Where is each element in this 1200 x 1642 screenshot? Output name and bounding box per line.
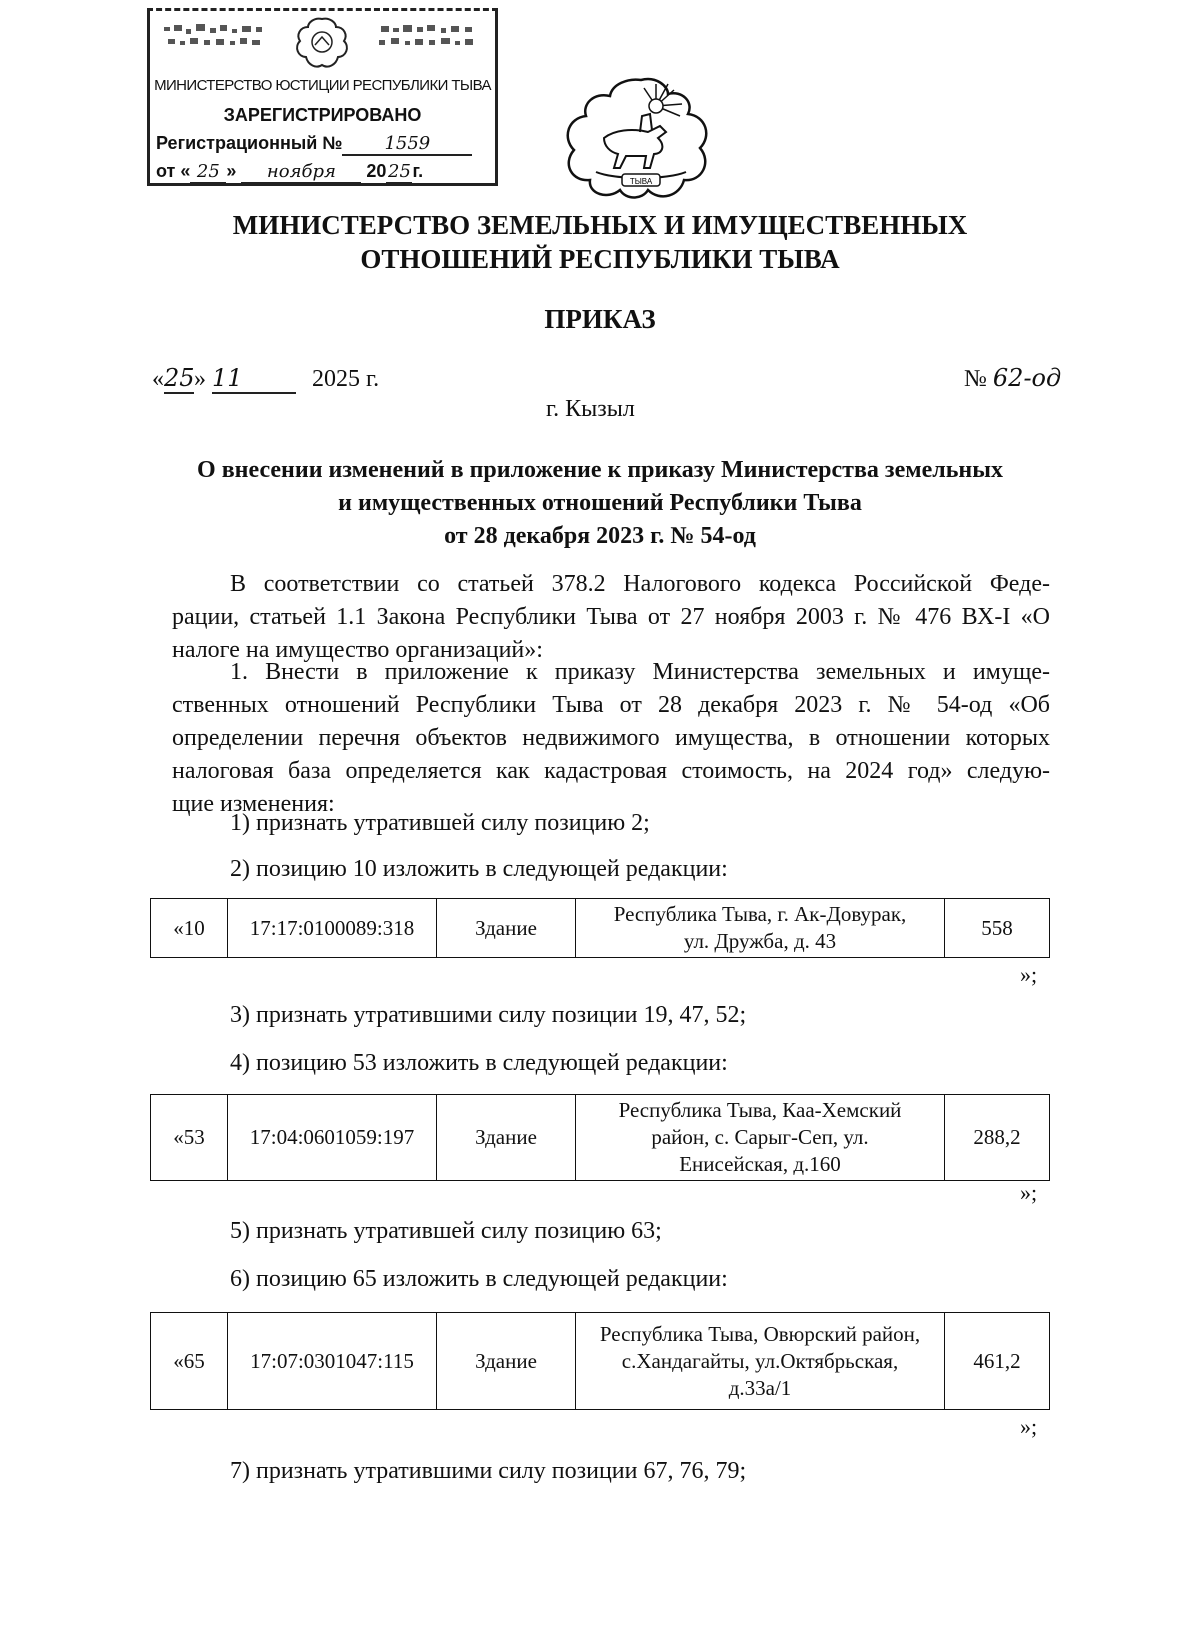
order-date (152, 364, 379, 394)
stamp-date-year: 25 (388, 161, 411, 182)
cell-position: «10 (151, 899, 228, 958)
order-date-close: » (194, 366, 206, 392)
address-line: район, с. Сарыг-Сеп, ул. (651, 1125, 869, 1149)
cell-position: «53 (151, 1095, 228, 1181)
list-item: 6) позицию 65 изложить в следующей редакции: (230, 1266, 728, 1292)
order-year: 2025 г. (312, 366, 380, 392)
stamp-texture-right (375, 21, 485, 55)
preamble-line: В соответствии со статьей 378.2 Налогового кодекса Российской Феде- (230, 571, 1050, 597)
order-number: 62-од (992, 364, 1062, 392)
preamble-line: налоге на имущество организаций»: (172, 637, 543, 663)
order-day: 25 (164, 364, 195, 392)
org-name-line1: МИНИСТЕРСТВО ЗЕМЕЛЬНЫХ И ИМУЩЕСТВЕННЫХ (232, 210, 968, 240)
stamp-registered: ЗАРЕГИСТРИРОВАНО (223, 105, 422, 125)
stamp-reg-label: Регистрационный № (156, 133, 343, 153)
order-number-block (964, 364, 1061, 393)
registration-stamp (147, 8, 498, 186)
cell-area: 288,2 (945, 1095, 1050, 1181)
list-item: 7) признать утратившими силу позиции 67, 76, 79; (230, 1458, 747, 1484)
table-row (151, 1313, 1050, 1410)
subject-line3: от 28 декабря 2023 г. № 54-од (444, 523, 756, 549)
stamp-date-month: ноября (241, 161, 361, 184)
stamp-date-line (156, 161, 423, 184)
stamp-date-prefix: от « (156, 161, 191, 181)
table-row (151, 1095, 1050, 1181)
address-line: Республика Тыва, Овюрский район, (599, 1321, 921, 1346)
clause1-paragraph (172, 656, 1050, 821)
list-item: 2) позицию 10 изложить в следующей редакции: (230, 856, 728, 882)
position-table (150, 1094, 1050, 1181)
cell-cadastral: 17:17:0100089:318 (228, 899, 437, 958)
clause1-line: щие изменения: (172, 791, 335, 817)
clause1-line: 1. Внести в приложение к приказу Министерства земельных и имуще- (230, 659, 1050, 685)
address-line: с.Хандагайты, ул.Октябрьская, (621, 1348, 899, 1373)
list-item: 5) признать утратившей силу позицию 63; (230, 1218, 662, 1244)
cell-address (576, 899, 945, 958)
org-name-line2: ОТНОШЕНИЙ РЕСПУБЛИКИ ТЫВА (360, 244, 840, 274)
cell-type: Здание (437, 1313, 576, 1410)
table-row (151, 899, 1050, 958)
cell-area: 461,2 (945, 1313, 1050, 1410)
subject-line1: О внесении изменений в приложение к приказу Министерства земельных (197, 457, 1003, 483)
closing-mark: »; (1020, 962, 1038, 987)
stamp-reg-number: 1559 (342, 133, 472, 156)
address-line: ул. Дружба, д. 43 (683, 929, 837, 953)
stamp-emblem-icon (292, 15, 352, 71)
order-month: 11 (212, 364, 296, 394)
address-line: д.33а/1 (728, 1375, 792, 1400)
arms-label: ТЫВА (629, 177, 653, 186)
stamp-date-day: 25 (190, 161, 226, 184)
clause1-line: определении перечня объектов недвижимого имущества, в отношении которых (172, 725, 1050, 751)
stamp-reg-line (156, 133, 472, 156)
stamp-date-suffix: г. (412, 161, 424, 181)
stamp-ministry: МИНИСТЕРСТВО ЮСТИЦИИ РЕСПУБЛИКИ ТЫВА (154, 77, 491, 94)
list-item: 3) признать утратившими силу позиции 19, 47, 52; (230, 1002, 747, 1028)
preamble-paragraph (172, 568, 1050, 667)
cell-type: Здание (437, 1095, 576, 1181)
list-item: 1) признать утратившей силу позицию 2; (230, 810, 650, 836)
stamp-date-year-prefix: 20 (366, 161, 387, 181)
cell-cadastral: 17:07:0301047:115 (228, 1313, 437, 1410)
position-table (150, 898, 1050, 958)
cell-address (576, 1313, 945, 1410)
clause1-line: ственных отношений Республики Тыва от 28 декабря 2023 г. № 54-од «Об (172, 692, 1050, 718)
cell-area: 558 (945, 899, 1050, 958)
clause1-line: налоговая база определяется как кадастровая стоимость, на 2024 год» следую- (172, 758, 1050, 784)
closing-mark: »; (1020, 1180, 1038, 1205)
cell-address (576, 1095, 945, 1181)
closing-mark: »; (1020, 1414, 1038, 1439)
preamble-line: рации, статьей 1.1 Закона Республики Тыва от 27 ноября 2003 г. № 476 ВХ-I «О (172, 604, 1050, 630)
cell-type: Здание (437, 899, 576, 958)
order-number-label: № (964, 366, 987, 392)
order-date-open: « (152, 366, 164, 392)
stamp-texture-left (160, 21, 270, 55)
list-item: 4) позицию 53 изложить в следующей редакции: (230, 1050, 728, 1076)
cell-position: «65 (151, 1313, 228, 1410)
doc-type: ПРИКАЗ (544, 304, 656, 334)
subject-line2: и имущественных отношений Республики Тыва (338, 490, 862, 516)
position-table (150, 1312, 1050, 1410)
address-line: Енисейская, д.160 (679, 1152, 841, 1176)
address-line: Республика Тыва, Каа-Хемский (618, 1098, 902, 1122)
coat-of-arms-icon (556, 76, 726, 202)
cell-cadastral: 17:04:0601059:197 (228, 1095, 437, 1181)
order-city: г. Кызыл (546, 396, 635, 422)
address-line: Республика Тыва, г. Ак-Довурак, (613, 902, 907, 926)
stamp-date-sep: » (226, 161, 237, 181)
